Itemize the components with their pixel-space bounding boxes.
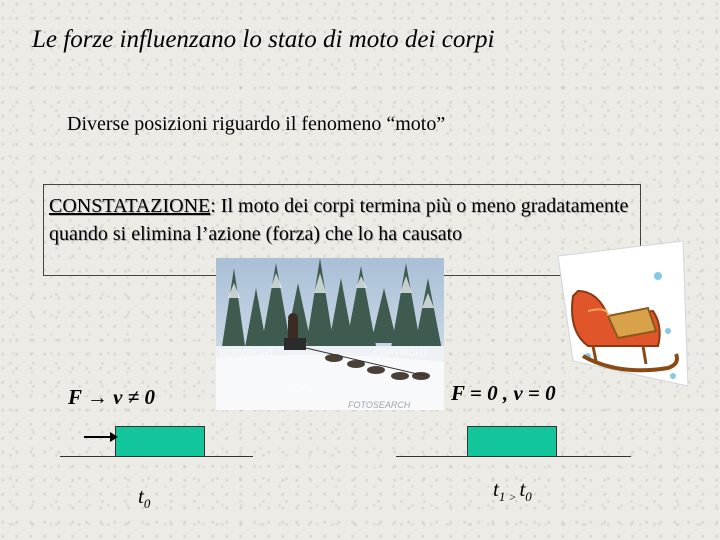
- constatazione-keyword: CONSTATAZIONE: [49, 195, 211, 217]
- stopped-block: [467, 426, 557, 457]
- watermark-2: COPYRIGHT: [374, 348, 428, 358]
- moving-block: [115, 426, 205, 457]
- slide-title: Le forze influenzano lo stato di moto dei corpi: [32, 26, 495, 53]
- time-label-t0: $t_0$: [138, 484, 151, 511]
- force-arrow-icon: [84, 430, 118, 444]
- slide-subtitle: Diverse posizioni riguardo il fenomeno “moto”: [67, 113, 446, 135]
- watermark-4: FOTOSEARCH: [348, 400, 411, 410]
- equation-force-velocity: F → v ≠ 0: [68, 385, 155, 409]
- ground-line-right: [396, 456, 631, 457]
- constatazione-body: : Il moto dei corpi termina più o meno gradatamente quando si elimina l’azione (forza) che lo ha causato: [49, 195, 629, 245]
- sled-clipart: [548, 236, 688, 392]
- equation-zero-force: F = 0 , v = 0: [451, 381, 556, 405]
- time-label-t1: $t_1$ $_>$ $t_0$: [493, 477, 532, 504]
- watermark-3: COPY: [286, 384, 315, 395]
- ground-line-left: [60, 456, 253, 457]
- watermark-1: COPYRIGHT: [220, 348, 274, 358]
- dog-sled-photo: [216, 258, 444, 410]
- constatazione-text: [49, 192, 639, 248]
